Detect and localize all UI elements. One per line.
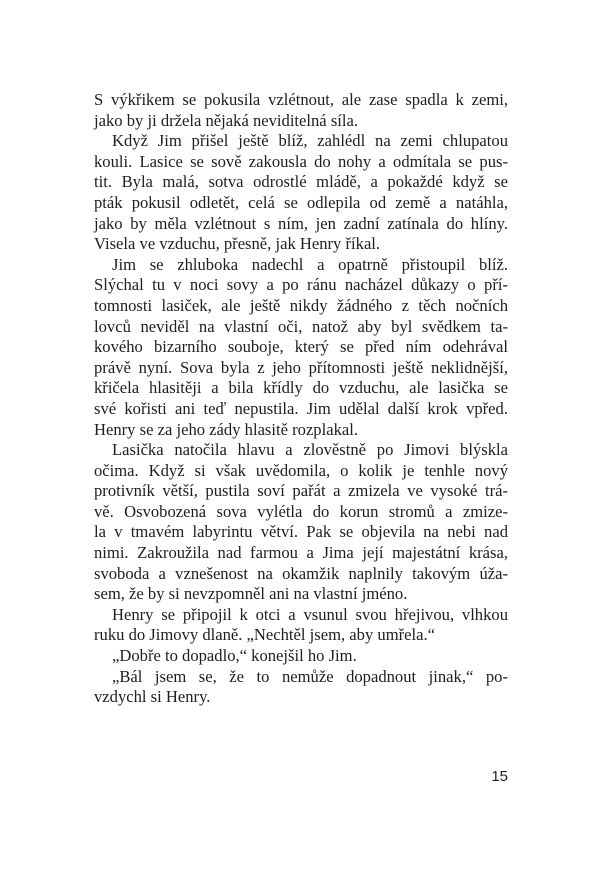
text-line: S výkřikem se pokusila vzlétnout, ale zase spadla k zemi, [94,90,508,109]
paragraph [94,667,508,708]
body-text [94,90,508,708]
text-line: protivník větší, pustila soví pařát a zmizela ve vysoké trá- [94,481,508,501]
text-line: kouli. Lasice se sově zakousla do nohy a odmítala se pus- [94,151,508,171]
text-line: vě. Osvobozená sova vylétla do korun stromů a zmize- [94,501,508,521]
text-line: jako by ji držela nějaká neviditelná síla. [94,110,359,130]
paragraph [94,646,508,667]
paragraph [94,255,508,440]
text-line: tomnosti lasiček, ale ještě nikdy žádného z těch nočních [94,295,508,315]
text-line: la v tmavém labyrintu větví. Pak se objevila na nebi nad [94,522,508,542]
text-line: Lasička natočila hlavu a zlověstně po Jimovi blýskla [112,440,508,460]
text-line: Slýchal tu v noci sovy a po ránu nacházel důkazy o pří- [94,275,508,295]
text-line: lovců neviděl na vlastní oči, natož aby byl svědkem ta- [94,316,508,336]
text-line: kového bizarního souboje, který se před ním odehrával [94,337,508,357]
text-line: „Bál jsem se, že to nemůže dopadnout jinak,“ po- [112,666,508,686]
text-line: křičela hlasitěji a bila křídly do vzduchu, ale lasička se [94,378,508,398]
text-line: ruku do Jimovy dlaně. „Nechtěl jsem, aby umřela.“ [94,625,435,645]
paragraph [94,131,508,255]
text-line: své kořisti ani teď nepustila. Jim udělal další krok vpřed. [94,398,508,418]
text-line: právě nyní. Sova byla z jeho přítomnosti ještě neklidnější, [94,357,508,377]
paragraph [94,440,508,605]
text-line: jako by měla vzlétnout s ním, jen zadní zatínala do hlíny. [94,213,508,233]
text-line: tit. Byla malá, sotva odrostlé mládě, a pokaždé když se [94,172,508,192]
text-line: Henry se za jeho zády hlasitě rozplakal. [94,419,359,439]
text-line: Jim se zhluboka nadechl a opatrně přistoupil blíž. [112,254,508,274]
text-line: sem, že by si nevzpomněl ani na vlastní jméno. [94,584,408,604]
text-line: svoboda a vznešenost na okamžik naplnily takovým úža- [94,563,508,583]
paragraph [94,605,508,646]
text-line: očima. Když si však uvědomila, o kolik je tenhle nový [94,460,508,480]
text-line: Henry se připojil k otci a vsunul svou hřejivou, vlhkou [112,604,508,624]
text-line: „Dobře to dopadlo,“ konejšil ho Jim. [112,646,357,666]
text-line: vzdychl si Henry. [94,687,211,707]
text-line: pták pokusil odletět, celá se odlepila od země a natáhla, [94,192,508,212]
page-number: 15 [491,768,508,785]
paragraph [94,90,508,131]
text-line: Visela ve vzduchu, přesně, jak Henry říkal. [94,234,381,254]
text-line: nimi. Zakroužila nad farmou a Jima její majestátní krása, [94,543,508,563]
text-line: Když Jim přišel ještě blíž, zahlédl na zemi chlupatou [112,131,508,151]
